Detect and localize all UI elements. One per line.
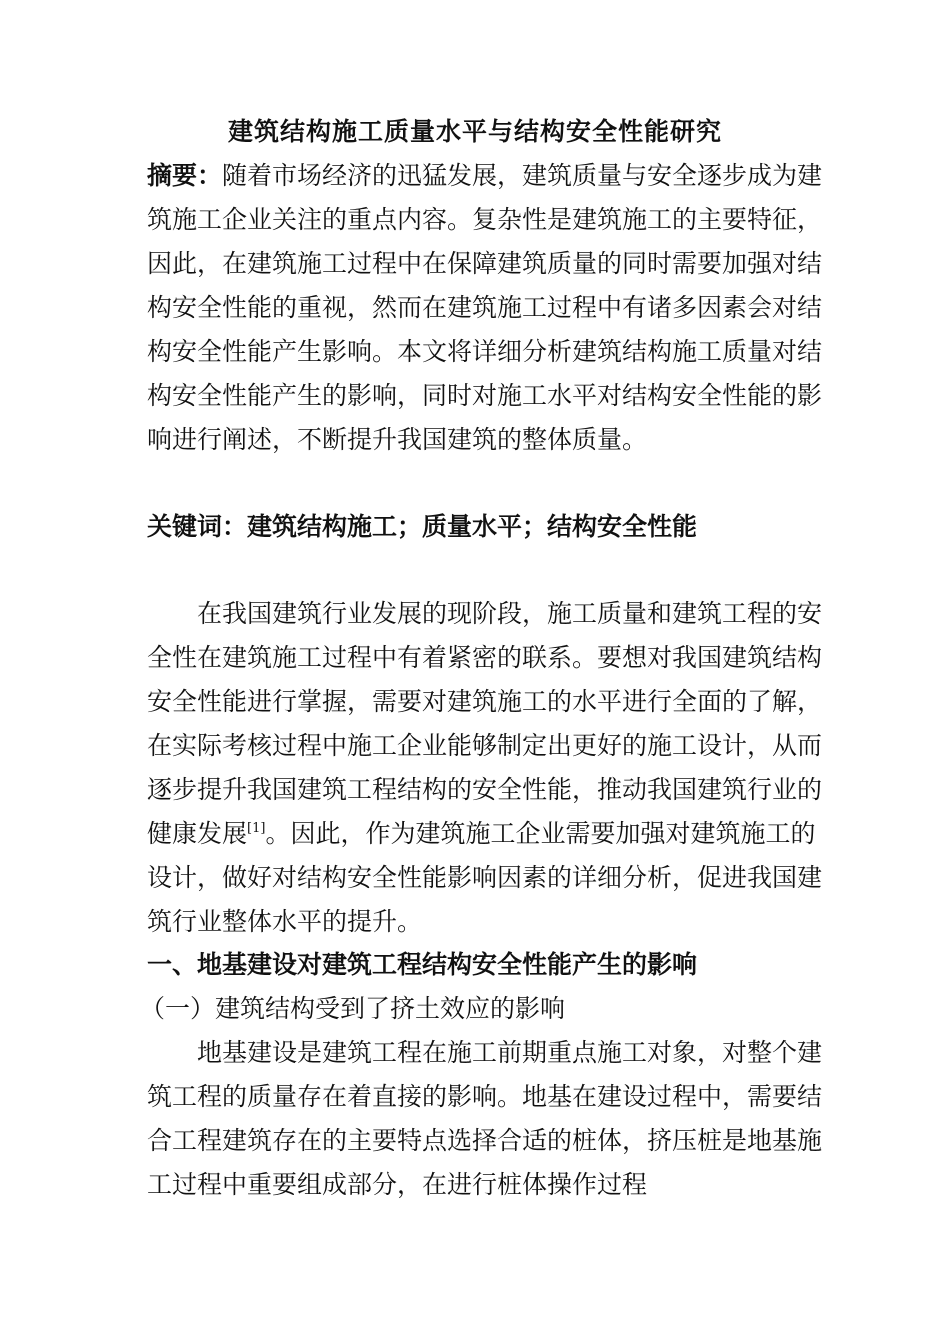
abstract-text: 随着市场经济的迅猛发展，建筑质量与安全逐步成为建筑施工企业关注的重点内容。复杂性是建筑施工的主要特征，因此，在建筑施工过程中在保障建筑质量的同时需要加强对结构安全性能的重视，然而在建筑施工过程中有诸多因素会对结构安全性能产生影响。本文将详细分析建筑结构施工质量对结构安全性能产生的影响，同时对施工水平对结构安全性能的影响进行阐述，不断提升我国建筑的整体质量。 xyxy=(147,161,823,454)
keywords-text: 建筑结构施工；质量水平；结构安全性能 xyxy=(247,512,698,541)
intro-text-part1: 在我国建筑行业发展的现阶段，施工质量和建筑工程的安全性在建筑施工过程中有着紧密的联系。要想对我国建筑结构安全性能进行掌握，需要对建筑施工的水平进行全面的了解，在实际考核过程中施工企业能够制定出更好的施工设计，从而逐步提升我国建筑工程结构的安全性能，推动我国建筑行业的健康发展 xyxy=(147,599,823,848)
section-heading: 一、地基建设对建筑工程结构安全性能产生的影响 xyxy=(147,950,698,979)
keywords-line xyxy=(147,505,827,549)
abstract-label: 摘要： xyxy=(147,161,223,190)
citation-reference: [1] xyxy=(247,821,266,836)
section-subheading: （一）建筑结构受到了挤土效应的影响 xyxy=(140,994,566,1023)
keywords-label: 关键词： xyxy=(147,512,248,541)
abstract-paragraph xyxy=(147,154,827,462)
intro-paragraph xyxy=(147,592,827,944)
document-title: 建筑结构施工质量水平与结构安全性能研究 xyxy=(227,117,722,146)
section-paragraph: 地基建设是建筑工程在施工前期重点施工对象，对整个建筑工程的质量存在着直接的影响。地基在建设过程中，需要结合工程建筑存在的主要特点选择合适的桩体，挤压桩是地基施工过程中重要组成部分，在进行桩体操作过程 xyxy=(147,1038,823,1199)
intro-text-part2: 。因此，作为建筑施工企业需要加强对建筑施工的设计，做好对结构安全性能影响因素的详细分析，促进我国建筑行业整体水平的提升。 xyxy=(147,819,823,936)
